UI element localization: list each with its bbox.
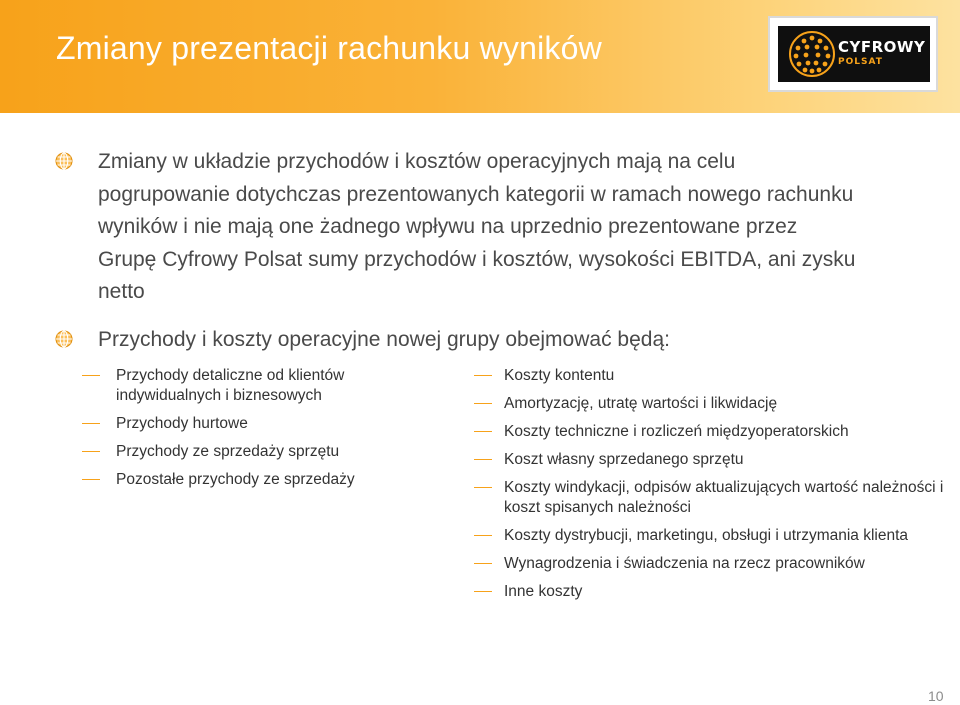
list-item: Koszty kontentu xyxy=(504,366,944,386)
globe-icon xyxy=(55,330,73,348)
list-item: Koszty techniczne i rozliczeń międzyoperatorskich xyxy=(504,422,944,442)
bullet-text-2: Przychody i koszty operacyjne nowej grupy obejmować będą: xyxy=(98,328,670,351)
dash-marker xyxy=(474,375,492,376)
logo-line1: CYFROWY xyxy=(838,38,926,56)
list-item: Przychody ze sprzedaży sprzętu xyxy=(116,442,446,462)
bullet-text-1: Zmiany w układzie przychodów i kosztów operacyjnych mają na celu pogrupowanie dotychczas prezentowanych kategorii w ramach nowego rachunku wyników i nie mają one żadnego wpływu na uprzednio prezentowane przez Grupę Cyfrowy Polsat sumy przychodów i kosztów, wysokości EBITDA, ani zysku netto xyxy=(98,150,856,303)
dash-marker xyxy=(82,479,100,480)
page-number: 10 xyxy=(928,688,944,704)
revenue-list xyxy=(116,366,446,490)
globe-logo-icon xyxy=(788,29,836,79)
cyfrowy-polsat-logo xyxy=(768,16,938,92)
list-item: Przychody hurtowe xyxy=(116,414,446,434)
logo-background xyxy=(778,26,930,82)
list-item: Koszt własny sprzedanego sprzętu xyxy=(504,450,944,470)
dash-marker xyxy=(82,423,100,424)
list-item: Przychody detaliczne od klientów indywidualnych i biznesowych xyxy=(116,366,446,406)
dash-marker xyxy=(474,563,492,564)
logo-line2: POLSAT xyxy=(838,57,883,67)
dash-marker xyxy=(82,375,100,376)
dash-marker xyxy=(474,431,492,432)
header-banner xyxy=(0,0,960,113)
globe-icon xyxy=(55,152,73,170)
list-item: Koszty dystrybucji, marketingu, obsługi i utrzymania klienta xyxy=(504,526,944,546)
dash-marker xyxy=(474,459,492,460)
list-item: Amortyzację, utratę wartości i likwidację xyxy=(504,394,944,414)
dash-marker xyxy=(474,535,492,536)
dash-marker xyxy=(474,403,492,404)
list-item: Pozostałe przychody ze sprzedaży xyxy=(116,470,446,490)
cost-list xyxy=(504,366,944,602)
page-title: Zmiany prezentacji rachunku wyników xyxy=(56,30,602,66)
list-item: Wynagrodzenia i świadczenia na rzecz pracowników xyxy=(504,554,944,574)
list-item: Koszty windykacji, odpisów aktualizujących wartość należności i koszt spisanych należności xyxy=(504,478,944,518)
dash-marker xyxy=(82,451,100,452)
dash-marker xyxy=(474,591,492,592)
dash-marker xyxy=(474,487,492,488)
list-item: Inne koszty xyxy=(504,582,944,602)
